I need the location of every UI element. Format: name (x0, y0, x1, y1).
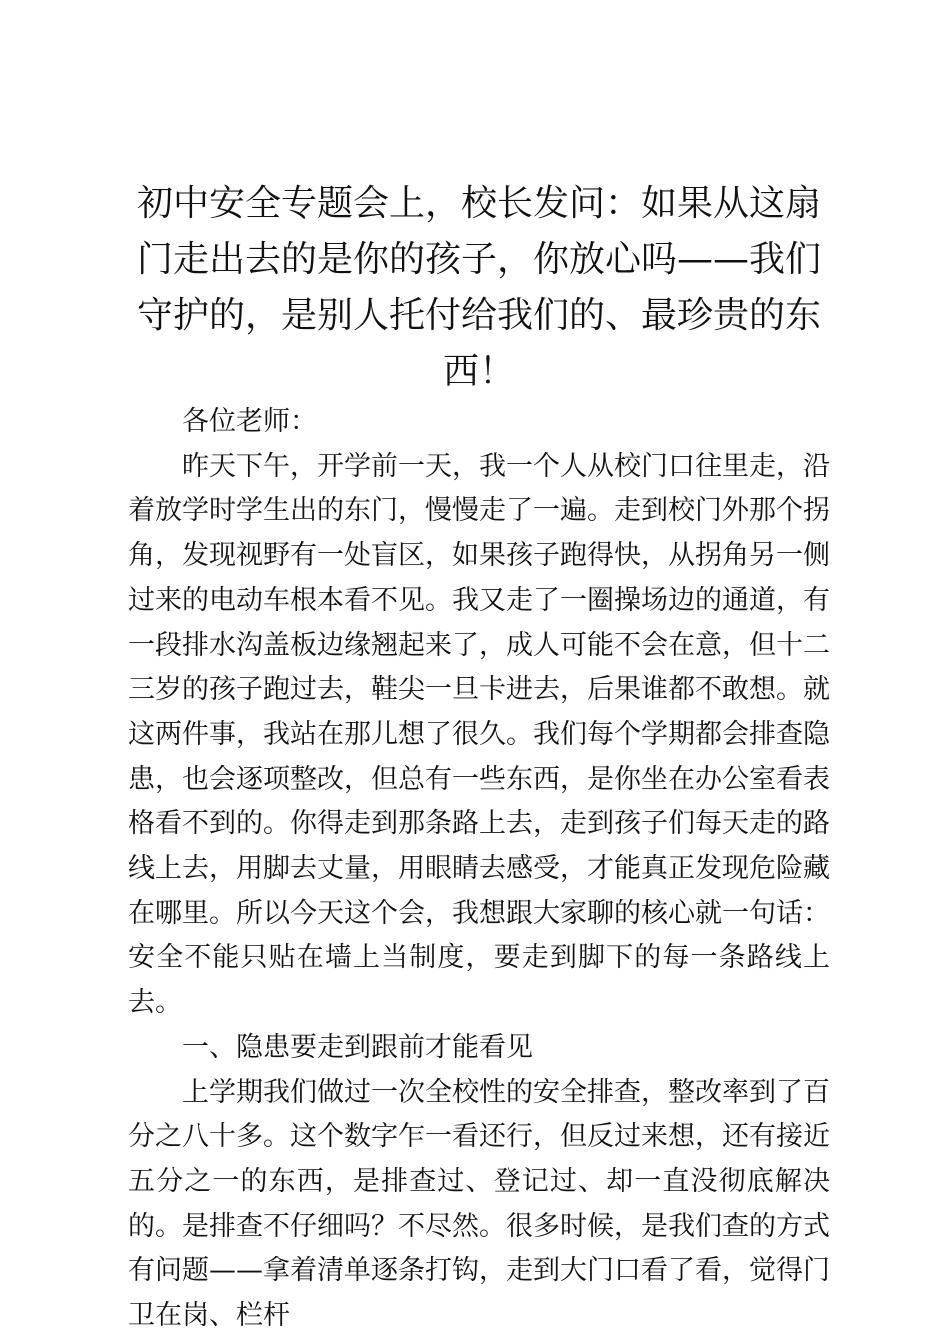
salutation: 各位老师： (182, 406, 317, 437)
document-body (128, 176, 830, 1339)
opening-paragraph: 昨天下午，开学前一天，我一个人从校门口往里走，沿着放学时学生出的东门，慢慢走了一遍。走到校门外那个拐角，发现视野有一处盲区，如果孩子跑得快，从拐角另一侧过来的电动车根本看不见。我又走了一圈操场边的通道，有一段排水沟盖板边缘翘起来了，成人可能不会在意，但十二三岁的孩子跑过去，鞋尖一旦卡进去，后果谁都不敢想。就这两件事，我站在那儿想了很久。我们每个学期都会排查隐患，也会逐项整改，但总有一些东西，是你坐在办公室看表格看不到的。你得走到那条路上去，走到孩子们每天走的路线上去，用脚去丈量，用眼睛去感受，才能真正发现危险藏在哪里。所以今天这个会，我想跟大家聊的核心就一句话：安全不能只贴在墙上当制度，要走到脚下的每一条路线上去。 (128, 450, 830, 1019)
section-heading: 一、隐患要走到跟前才能看见 (182, 1031, 533, 1063)
section-paragraph: 上学期我们做过一次全校性的安全排查，整改率到了百分之八十多。这个数字乍一看还行，但反过来想，还有接近五分之一的东西，是排查过、登记过、却一直没彻底解决的。是排查不仔细吗？不尽然。很多时候，是我们查的方式有问题——拿着清单逐条打钩，走到大门口看了看，觉得门卫在岗、栏杆 (128, 1076, 830, 1332)
document-title: 初中安全专题会上，校长发问：如果从这扇门走出去的是你的孩子，你放心吗——我们守护的，是别人托付给我们的、最珍贵的东西！ (136, 183, 821, 392)
